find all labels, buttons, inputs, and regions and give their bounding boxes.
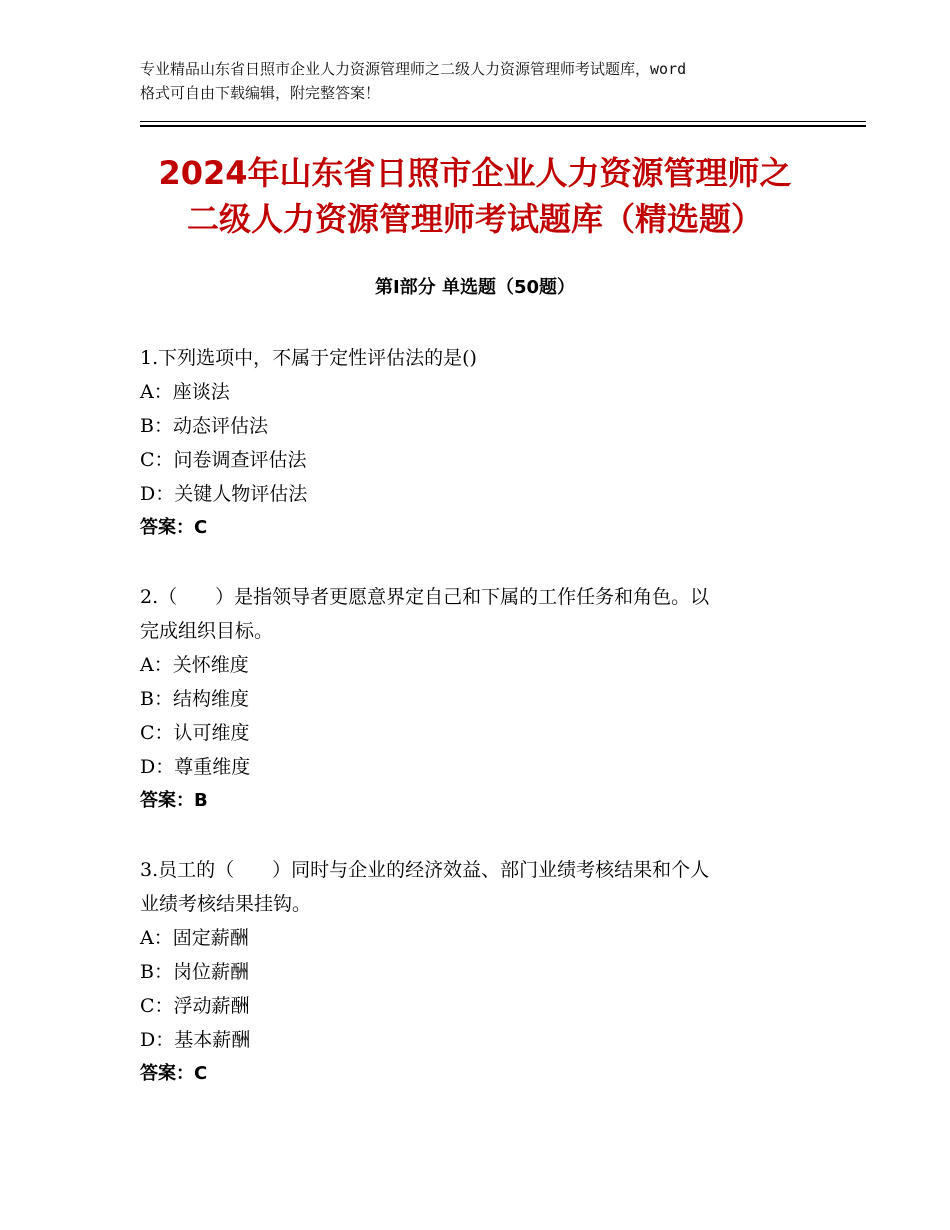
header-note-line-1: 专业精品山东省日照市企业人力资源管理师之二级人力资源管理师考试题库，word (140, 60, 687, 78)
option-c: C：认可维度 (140, 722, 250, 744)
header-divider-thin (140, 121, 866, 122)
answer: 答案：C (140, 517, 208, 538)
option-a: A：关怀维度 (140, 654, 249, 676)
answer: 答案：C (140, 1063, 208, 1084)
option-c: C：问卷调查评估法 (140, 449, 307, 471)
option-d: D：关键人物评估法 (140, 483, 308, 505)
answer: 答案：B (140, 790, 208, 811)
header-note (140, 57, 840, 105)
header-divider-thick (140, 125, 866, 127)
option-d: D：尊重维度 (140, 756, 251, 778)
option-a: A：座谈法 (140, 381, 230, 403)
option-d: D：基本薪酬 (140, 1029, 251, 1051)
option-b: B：岗位薪酬 (140, 961, 249, 983)
question-stem-continued: 业绩考核结果挂钩。 (140, 893, 312, 915)
option-a: A：固定薪酬 (140, 927, 249, 949)
question-stem: 2.（ ）是指领导者更愿意界定自己和下属的工作任务和角色。以 (140, 586, 710, 608)
document-title (100, 150, 850, 242)
document-title-line-2: 二级人力资源管理师考试题库（精选题） (186, 200, 763, 238)
question-stem: 3.员工的（ ）同时与企业的经济效益、部门业绩考核结果和个人 (140, 859, 710, 881)
header-note-line-2: 格式可自由下载编辑，附完整答案！ (140, 84, 381, 102)
document-title-line-1: 2024年山东省日照市企业人力资源管理师之 (158, 154, 792, 192)
option-b: B：动态评估法 (140, 415, 268, 437)
question-stem: 1.下列选项中，不属于定性评估法的是() (140, 347, 477, 369)
question-stem-continued: 完成组织目标。 (140, 620, 274, 642)
option-b: B：结构维度 (140, 688, 249, 710)
option-c: C：浮动薪酬 (140, 995, 250, 1017)
section-heading: 第Ⅰ部分 单选题（50题） (374, 277, 575, 298)
